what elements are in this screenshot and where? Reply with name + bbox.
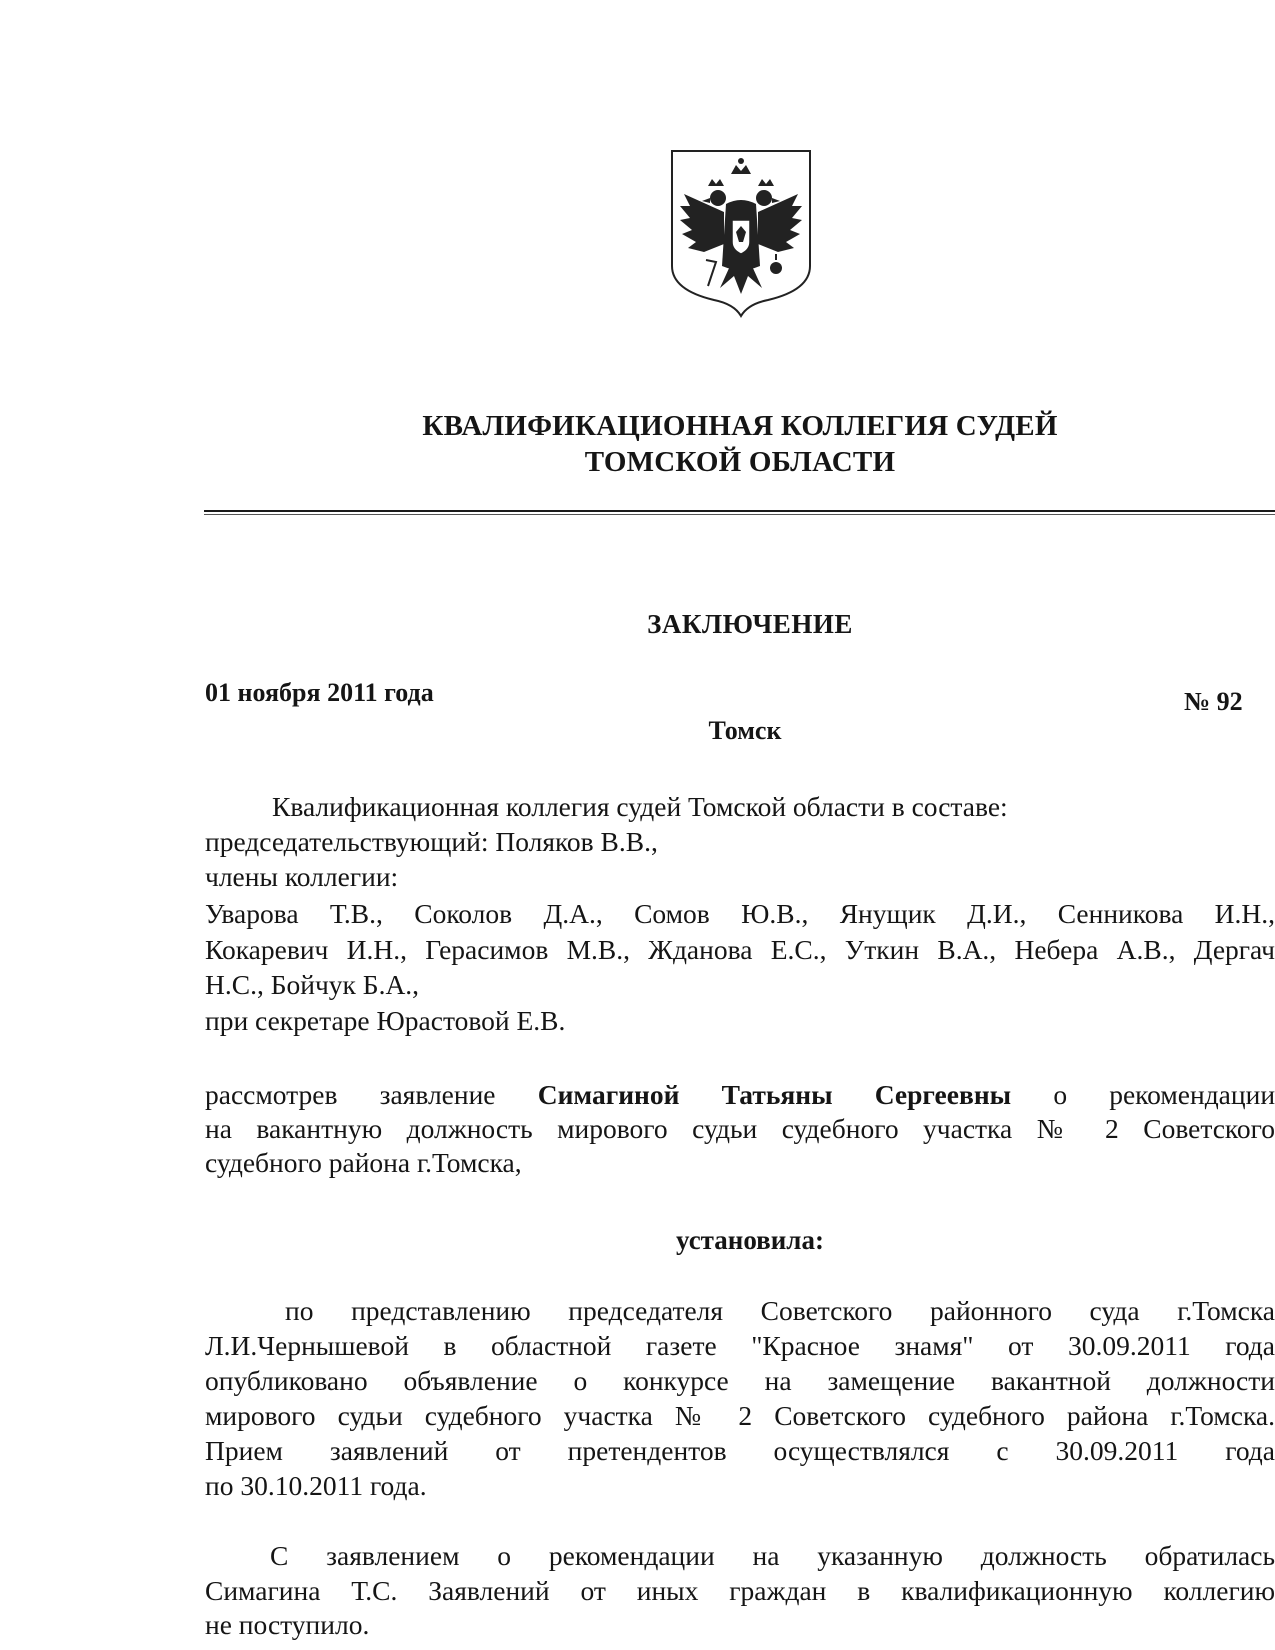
members-line-1: Уварова Т.В., Соколов Д.А., Сомов Ю.В., Янущик Д.И., Сенникова И.Н., xyxy=(205,898,1275,929)
consideration-line-3: судебного района г.Томска, xyxy=(205,1147,522,1178)
document-date: 01 ноября 2011 года xyxy=(205,678,434,707)
consideration-line-2: на вакантную должность мирового судьи судебного участка № 2 Советского xyxy=(205,1113,1275,1144)
paragraph1-line-6: по 30.10.2011 года. xyxy=(205,1470,427,1501)
coat-of-arms-emblem xyxy=(668,148,814,318)
paragraph1-line-5: Прием заявлений от претендентов осуществлялся с 30.09.2011 года xyxy=(205,1435,1275,1466)
header-divider-thin xyxy=(204,514,1275,515)
paragraph2-line-2: Симагина Т.С. Заявлений от иных граждан в квалификационную коллегию xyxy=(205,1575,1275,1606)
consideration-tail: о рекомендации xyxy=(1053,1079,1275,1110)
members-label: члены коллегии: xyxy=(205,861,399,892)
paragraph2-line-3: не поступило. xyxy=(205,1609,370,1640)
document-city: Томск xyxy=(708,716,782,745)
established-heading: установила: xyxy=(676,1225,824,1255)
consideration-line-1 xyxy=(205,1079,1275,1111)
paragraph2-line-1: С заявлением о рекомендации на указанную должность обратилась xyxy=(270,1540,1275,1571)
applicant-name: Симагиной Татьяны Сергеевны xyxy=(537,1079,1012,1110)
members-line-2: Кокаревич И.Н., Герасимов М.В., Жданова Е.С., Уткин В.А., Небера А.В., Дергач xyxy=(205,934,1275,965)
composition-intro: Квалификационная коллегия судей Томской области в составе: xyxy=(272,791,1008,822)
consideration-lead: рассмотрев заявление xyxy=(205,1079,496,1110)
secretary: при секретаре Юрастовой Е.В. xyxy=(205,1005,566,1036)
document-title: ЗАКЛЮЧЕНИЕ xyxy=(647,609,853,639)
header-divider xyxy=(204,510,1275,512)
document-number: № 92 xyxy=(1184,687,1243,716)
paragraph1-line-2: Л.И.Чернышевой в областной газете "Красное знамя" от 30.09.2011 года xyxy=(205,1330,1275,1361)
paragraph1-line-1: по представлению председателя Советского районного суда г.Томска xyxy=(285,1295,1275,1326)
members-line-3: Н.С., Бойчук Б.А., xyxy=(205,969,420,1000)
org-name-line2: ТОМСКОЙ ОБЛАСТИ xyxy=(584,446,896,478)
org-name-line1: КВАЛИФИКАЦИОННАЯ КОЛЛЕГИЯ СУДЕЙ xyxy=(422,410,1058,442)
paragraph1-line-3: опубликовано объявление о конкурсе на замещение вакантной должности xyxy=(205,1365,1275,1396)
paragraph1-line-4: мирового судьи судебного участка № 2 Советского судебного района г.Томска. xyxy=(205,1400,1275,1431)
chairperson: председательствующий: Поляков В.В., xyxy=(205,826,658,857)
